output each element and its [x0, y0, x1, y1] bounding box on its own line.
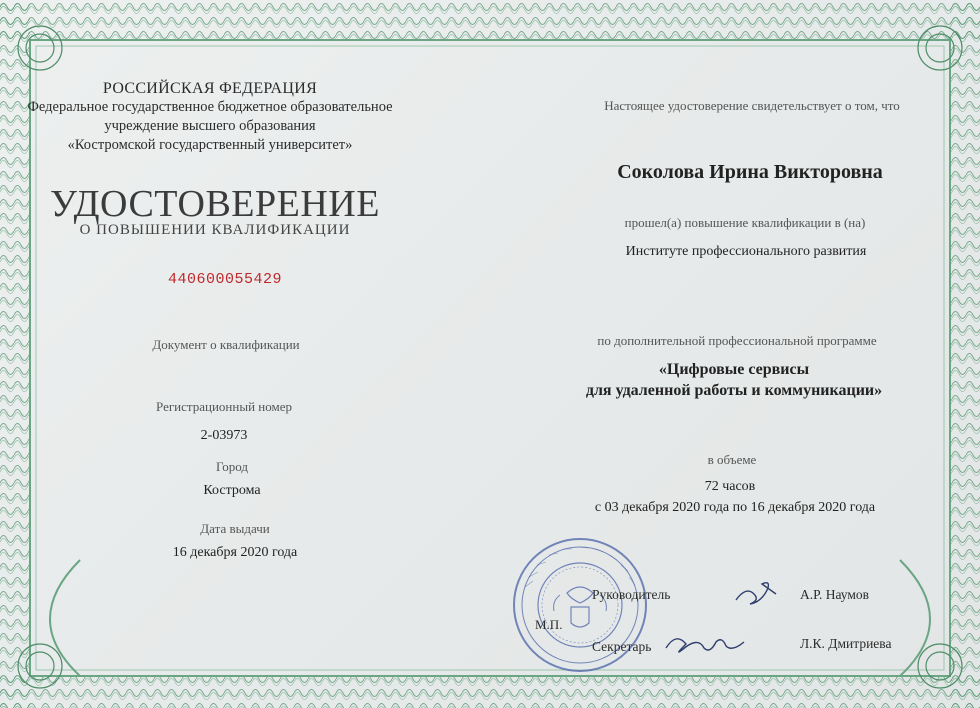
head-signature: [728, 572, 788, 612]
study-period: с 03 декабря 2020 года по 16 декабря 2020 года: [594, 500, 876, 515]
city-value: Кострома: [203, 483, 261, 498]
secretary-signature: [660, 626, 750, 662]
org-line-2: учреждение высшего образования: [104, 118, 316, 134]
org-line-3: «Костромской государственный университет»: [67, 137, 353, 153]
doc-type-label: Документ о квалификации: [152, 337, 300, 352]
issue-date-label: Дата выдачи: [200, 521, 270, 536]
document-subtitle: О ПОВЫШЕНИИ КВАЛИФИКАЦИИ: [79, 222, 351, 238]
intro-text: Настоящее удостоверение свидетельствует о том, что: [604, 98, 900, 113]
volume-value: 72 часов: [704, 479, 756, 494]
program-title-line-2: для удаленной работы и коммуникации»: [585, 382, 883, 399]
volume-label: в объеме: [707, 452, 757, 467]
holder-full-name: Соколова Ирина Викторовна: [617, 161, 883, 183]
country-heading: РОССИЙСКАЯ ФЕДЕРАЦИЯ: [102, 80, 318, 97]
issue-date-value: 16 декабря 2020 года: [172, 545, 298, 560]
secretary-label: Секретарь: [592, 639, 652, 654]
secretary-name: Л.К. Дмитриева: [800, 636, 892, 651]
org-line-1: Федеральное государственное бюджетное образовательное: [27, 99, 393, 115]
reg-number-label: Регистрационный номер: [156, 399, 292, 414]
reg-number-value: 2-03973: [200, 428, 248, 443]
program-title-line-1: «Цифровые сервисы: [658, 361, 810, 378]
document-title: УДОСТОВЕРЕНИЕ: [50, 183, 380, 225]
institute-name: Институте профессионального развития: [625, 244, 867, 259]
passed-label: прошел(а) повышение квалификации в (на): [624, 215, 866, 230]
city-label: Город: [215, 459, 249, 474]
head-name: А.Р. Наумов: [800, 587, 869, 602]
serial-number: 440600055429: [167, 271, 283, 288]
program-label: по дополнительной профессиональной программе: [597, 333, 877, 348]
head-label: Руководитель: [592, 587, 671, 602]
stamp-place-label: М.П.: [535, 617, 563, 632]
